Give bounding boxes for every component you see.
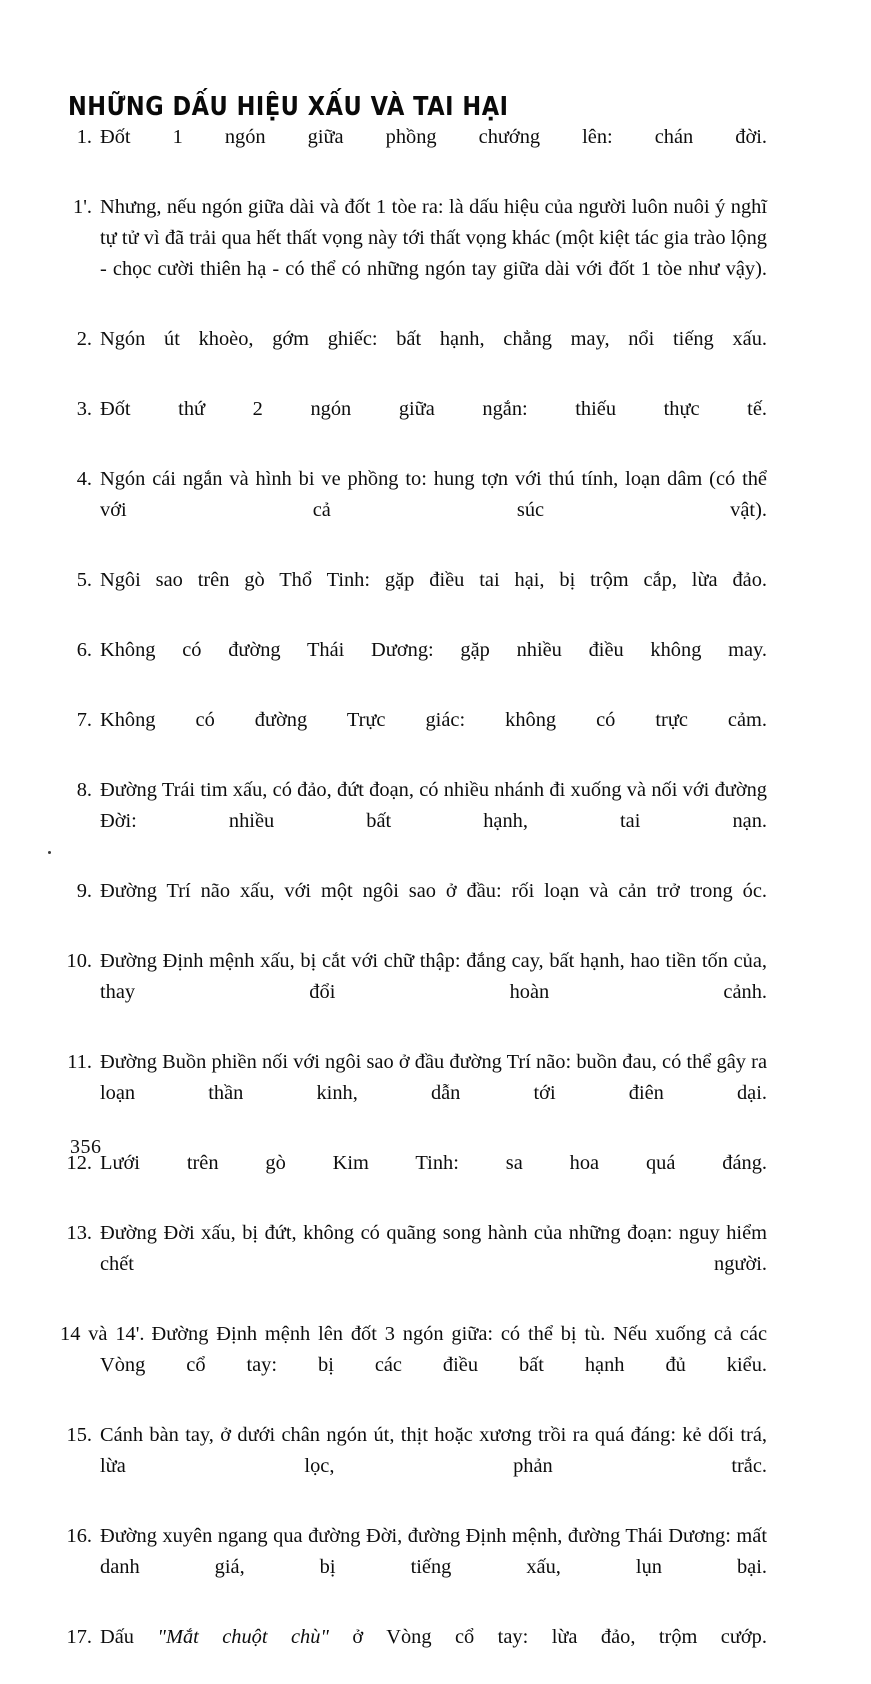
list-item [60, 1622, 767, 1684]
list-item-marker: 16. [66, 1525, 92, 1547]
list-item-text-italic: "Mắt chuột chù" [157, 1626, 329, 1648]
page-number: 356 [70, 1136, 102, 1158]
list-item-marker: 11. [67, 1051, 92, 1073]
list-item-marker: 9. [76, 880, 92, 902]
list-item-text: Ngón cái ngắn và hình bi ve phồng to: hung tợn với thú tính, loạn dâm (có thể với cả súc vật). [100, 468, 767, 521]
list-item [60, 464, 767, 557]
list-item [60, 1218, 767, 1311]
list-item-text: Lưới trên gò Kim Tinh: sa hoa quá đáng. [100, 1152, 767, 1174]
list-item [60, 324, 767, 386]
list-item-text: Đường Buồn phiền nối với ngôi sao ở đầu đường Trí não: buồn đau, có thể gây ra loạn thần kinh, dẫn tới điên dại. [100, 1051, 767, 1104]
list-item-text-after: ở Vòng cổ tay: lừa đảo, trộm cướp. [328, 1626, 767, 1648]
list-item [60, 946, 767, 1039]
list-item-marker: 10. [66, 950, 92, 972]
list-item-text: Đường Định mệnh xấu, bị cắt với chữ thập: đắng cay, bất hạnh, hao tiền tốn của, thay đổi hoàn cảnh. [100, 950, 767, 1003]
list-item-marker: 5. [76, 569, 92, 591]
list-item-text: Đường Trái tim xấu, có đảo, đứt đoạn, có nhiều nhánh đi xuống và nối với đường Đời: nhiều bất hạnh, tai nạn. [100, 779, 767, 832]
page-title: NHỮNG DẤU HIỆU XẤU VÀ TAI HẠI [68, 92, 509, 123]
list-item-marker: 3. [76, 398, 92, 420]
list-item-marker: 6. [76, 639, 92, 661]
list-item [60, 876, 767, 938]
list-item-marker: 7. [76, 709, 92, 731]
list-item [60, 1420, 767, 1513]
list-item [60, 775, 767, 868]
list-item [60, 1319, 767, 1412]
list-item-text: Đường Trí não xấu, với một ngôi sao ở đầu: rối loạn và cản trở trong óc. [100, 880, 767, 902]
list-item [60, 1047, 767, 1140]
numbered-list [60, 122, 767, 1684]
list-item-text: Đường Định mệnh lên đốt 3 ngón giữa: có thể bị tù. Nếu xuống cả các Vòng cổ tay: bị các điều bất hạnh đủ kiểu. [100, 1323, 767, 1376]
list-item-text: Ngón út khoèo, gớm ghiếc: bất hạnh, chẳng may, nổi tiếng xấu. [100, 328, 767, 350]
list-item-text: Cánh bàn tay, ở dưới chân ngón út, thịt hoặc xương trồi ra quá đáng: kẻ dối trá, lừa lọc, phản trắc. [100, 1424, 767, 1477]
list-item-marker: 12. [66, 1152, 92, 1174]
list-item-marker: 13. [66, 1222, 92, 1244]
list-item [60, 705, 767, 767]
list-item-text: Ngôi sao trên gò Thổ Tinh: gặp điều tai hại, bị trộm cắp, lừa đảo. [100, 569, 767, 591]
list-item [60, 565, 767, 627]
list-item-marker: 1'. [73, 196, 92, 218]
list-item [60, 394, 767, 456]
list-item-marker: 8. [76, 779, 92, 801]
list-item [60, 122, 767, 184]
list-item-marker: 4. [76, 468, 92, 490]
list-item [60, 192, 767, 316]
list-item-marker: 17. [66, 1626, 92, 1648]
list-item-marker: 15. [66, 1424, 92, 1446]
list-item-text-before: Dấu [100, 1626, 158, 1648]
list-item-text [100, 1626, 767, 1679]
list-item [60, 1521, 767, 1614]
list-item-text: Đường Đời xấu, bị đứt, không có quãng song hành của những đoạn: nguy hiểm chết người. [100, 1222, 767, 1275]
list-item-marker: 1. [76, 126, 92, 148]
list-item-text: Không có đường Thái Dương: gặp nhiều điều không may. [100, 639, 767, 661]
list-item-text: Đốt thứ 2 ngón giữa ngắn: thiếu thực tế. [100, 398, 767, 420]
scan-artifact-speck [48, 851, 51, 854]
list-item-text: Đường xuyên ngang qua đường Đời, đường Định mệnh, đường Thái Dương: mất danh giá, bị tiếng xấu, lụn bại. [100, 1525, 767, 1578]
list-item [60, 1148, 767, 1210]
list-item-marker: 2. [76, 328, 92, 350]
list-item-text: Nhưng, nếu ngón giữa dài và đốt 1 tòe ra: là dấu hiệu của người luôn nuôi ý nghĩ tự tử vì đã trải qua hết thất vọng này tới thất vọng khác (một kiệt tác gia trào lộng - chọc cười thiên hạ - có thể có những ngón tay giữa dài với đốt 1 tòe như vậy). [100, 196, 767, 280]
list-item-text: Không có đường Trực giác: không có trực cảm. [100, 709, 767, 731]
list-item [60, 635, 767, 697]
list-item-marker: 14 và 14'. [60, 1323, 145, 1345]
list-item-text: Đốt 1 ngón giữa phồng chướng lên: chán đời. [100, 126, 767, 148]
